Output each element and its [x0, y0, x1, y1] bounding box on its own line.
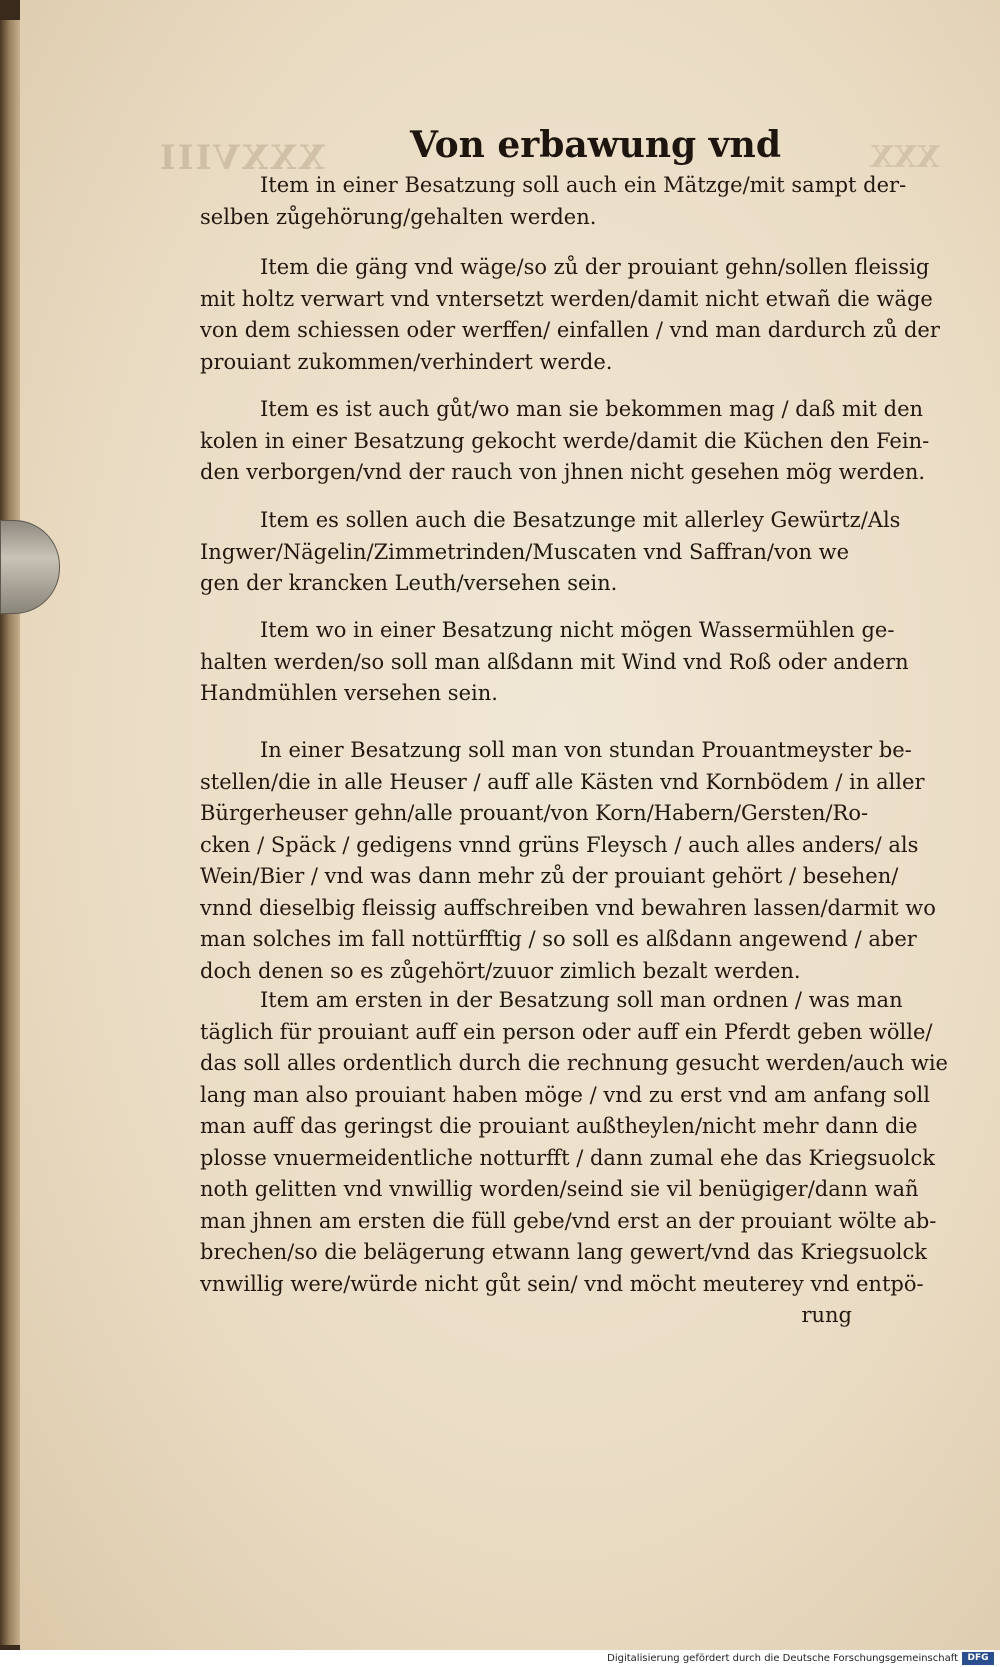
paragraph [200, 252, 940, 378]
text-line: Item die gäng vnd wäge/so zů der prouiant gehn/sollen fleissig [260, 255, 930, 279]
catchword: rung [801, 1303, 852, 1327]
book-page-edge [0, 20, 22, 1645]
text-line: Item in einer Besatzung soll auch ein Mätzge/mit sampt der- [260, 173, 907, 197]
paragraph [200, 505, 901, 600]
funding-notice: Digitalisierung gefördert durch die Deutsche Forschungsgemeinschaft [607, 1653, 958, 1664]
text-line: Wein/Bier / vnd was dann mehr zů der prouiant gehört / besehen/ [200, 864, 899, 888]
text-line: prouiant zukommen/verhindert werde. [200, 349, 613, 374]
text-line: mit holtz verwart vnd vntersetzt werden/damit nicht etwañ die wäge [200, 286, 933, 311]
text-line: Item es sollen auch die Besatzunge mit allerley Gewürtz/Als [260, 508, 901, 532]
text-line: vnnd dieselbig fleissig auffschreiben vnd bewahren lassen/darmit wo [200, 895, 936, 920]
text-line: brechen/so die belägerung etwann lang gewert/vnd das Kriegsuolck [200, 1240, 927, 1264]
paragraph [200, 615, 909, 710]
text-line: man jhnen am ersten die füll gebe/vnd erst an der prouiant wölte ab- [200, 1208, 937, 1233]
text-line: halten werden/so soll man alßdann mit Wind vnd Roß oder andern [200, 649, 909, 674]
text-line: das soll alles ordentlich durch die rechnung gesucht werden/auch wie [200, 1051, 948, 1075]
text-line: vnwillig were/würde nicht gůt sein/ vnd möcht meuterey vnd entpö- [200, 1271, 924, 1296]
text-line: cken / Späck / gedigens vnnd grüns Fleysch / auch alles anders/ als [200, 832, 919, 857]
text-line: von dem schiessen oder werffen/ einfallen / vnd man dardurch zů der [200, 318, 940, 342]
paragraph [200, 394, 930, 489]
text-line: täglich für prouiant auff ein person oder auff ein Pferdt geben wölle/ [200, 1019, 933, 1044]
text-line: lang man also prouiant haben möge / vnd zu erst vnd am anfang soll [200, 1082, 930, 1107]
paragraph [200, 170, 907, 233]
show-through-folio-right: XXX [870, 140, 940, 175]
text-line: man solches im fall nottürfftig / so soll es alßdann angewend / aber [200, 927, 917, 951]
text-line: noth gelitten vnd vnwillig worden/seind sie vil benügiger/dann wañ [200, 1177, 919, 1201]
text-line: Item am ersten in der Besatzung soll man ordnen / was man [260, 988, 903, 1012]
text-line: plosse vnuermeidentliche notturfft / dann zumal ehe das Kriegsuolck [200, 1145, 935, 1170]
text-line: doch denen so es zůgehört/zuuor zimlich bezalt werden. [200, 958, 801, 983]
text-line: selben zůgehörung/gehalten werden. [200, 204, 597, 229]
text-line: Ingwer/Nägelin/Zimmetrinden/Muscaten vnd Saffran/von we [200, 539, 850, 564]
text-line: Handmühlen versehen sein. [200, 681, 498, 705]
paragraph [200, 985, 948, 1332]
text-line: den verborgen/vnd der rauch von jhnen nicht gesehen mög werden. [200, 460, 926, 484]
paragraph [200, 735, 936, 987]
text-line: In einer Besatzung soll man von stundan Prouantmeyster be- [260, 738, 912, 762]
show-through-folio: XXXVIII [157, 138, 325, 178]
text-line: Item wo in einer Besatzung nicht mögen Wassermühlen ge- [260, 618, 895, 642]
text-line: gen der krancken Leuth/versehen sein. [200, 571, 618, 595]
text-line: kolen in einer Besatzung gekocht werde/damit die Küchen den Fein- [200, 428, 930, 453]
dfg-logo: DFG [962, 1652, 994, 1665]
running-head: Von erbawung vnd [410, 124, 782, 166]
text-line: man auff das geringst die prouiant außtheylen/nicht mehr dann die [200, 1114, 918, 1138]
text-line: stellen/die in alle Heuser / auff alle Kästen vnd Kornbödem / in aller [200, 769, 925, 794]
text-line: Bürgerheuser gehn/alle prouant/von Korn/Habern/Gersten/Ro- [200, 801, 869, 825]
text-line: Item es ist auch gůt/wo man sie bekommen mag / daß mit den [260, 397, 924, 421]
